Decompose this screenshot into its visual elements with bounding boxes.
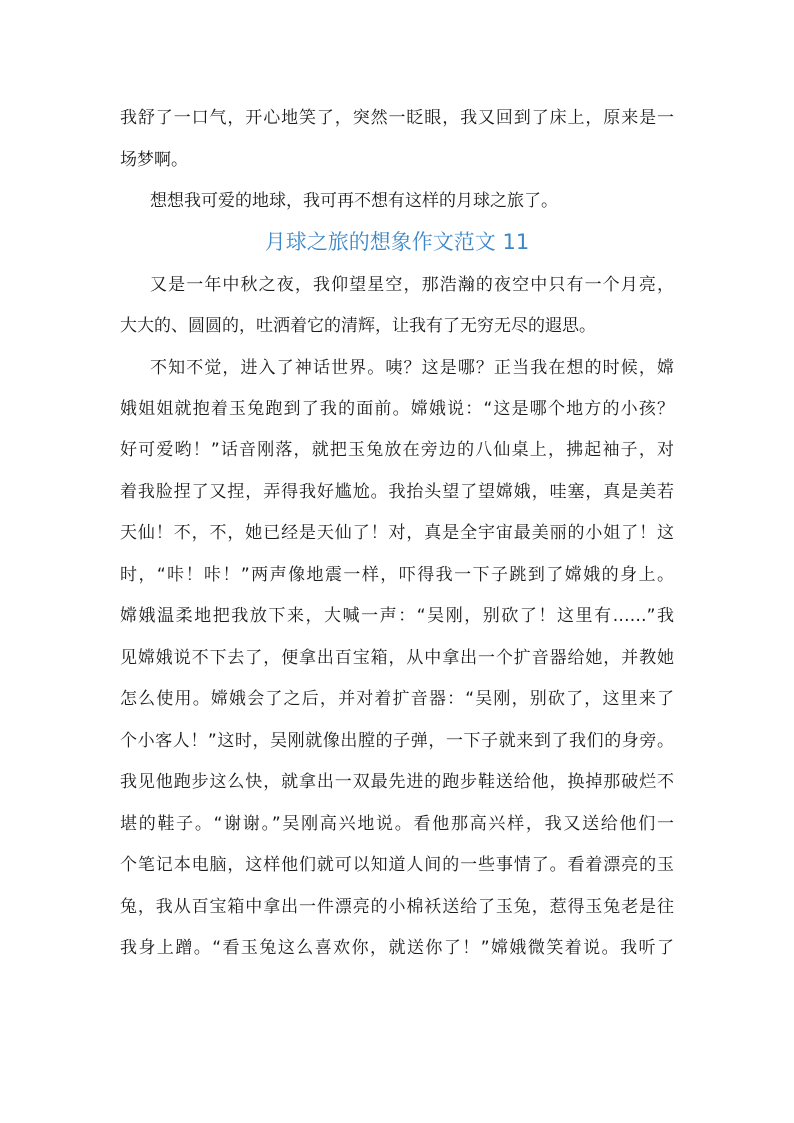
paragraph-line: 我见他跑步这么快，就拿出一双最先进的跑步鞋送给他，换掉那破烂不	[120, 772, 674, 792]
paragraph-line: 大大的、圆圆的，吐洒着它的清辉，让我有了无穷无尽的遐思。	[120, 316, 596, 336]
paragraph-line: 场梦啊。	[120, 150, 188, 170]
paragraph-line: 着我脸捏了又捏，弄得我好尴尬。我抬头望了望嫦娥，哇塞，真是美若	[120, 482, 674, 502]
section-heading: 月球之旅的想象作文范文 11	[264, 230, 530, 254]
paragraph-line: 娥姐姐就抱着玉兔跑到了我的面前。嫦娥说：“这是哪个地方的小孩？	[120, 399, 674, 419]
paragraph-line: 好可爱哟！”话音刚落，就把玉兔放在旁边的八仙桌上，拂起袖子，对	[120, 440, 674, 460]
paragraph-line: 不知不觉，进入了神话世界。咦？这是哪？正当我在想的时候，嫦	[150, 358, 674, 378]
paragraph-line: 想想我可爱的地球，我可再不想有这样的月球之旅了。	[150, 191, 558, 211]
paragraph-line: 天仙！不，不，她已经是天仙了！对，真是全宇宙最美丽的小姐了！这	[120, 523, 674, 543]
paragraph-line: 个小客人！”这时，吴刚就像出膛的子弹，一下子就来到了我们的身旁。	[120, 731, 674, 751]
paragraph-line: 怎么使用。嫦娥会了之后，并对着扩音器：“吴刚，别砍了，这里来了	[120, 689, 674, 709]
paragraph-line: 嫦娥温柔地把我放下来，大喊一声：“吴刚，别砍了！这里有……”我	[120, 606, 674, 626]
paragraph-line: 堪的鞋子。“谢谢。”吴刚高兴地说。看他那高兴样，我又送给他们一	[120, 814, 674, 834]
paragraph-line: 时，“咔！咔！”两声像地震一样，吓得我一下子跳到了嫦娥的身上。	[120, 565, 674, 585]
paragraph-line: 见嫦娥说不下去了，便拿出百宝箱，从中拿出一个扩音器给她，并教她	[120, 648, 674, 668]
paragraph-line: 又是一年中秋之夜，我仰望星空，那浩瀚的夜空中只有一个月亮，	[150, 275, 674, 295]
paragraph-line: 兔，我从百宝箱中拿出一件漂亮的小棉袄送给了玉兔，惹得玉兔老是往	[120, 897, 674, 917]
paragraph-line: 个笔记本电脑，这样他们就可以知道人间的一些事情了。看着漂亮的玉	[120, 855, 674, 875]
paragraph-line: 我舒了一口气，开心地笑了，突然一眨眼，我又回到了床上，原来是一	[120, 108, 674, 128]
paragraph-line: 我身上蹭。“看玉兔这么喜欢你，就送你了！”嫦娥微笑着说。我听了	[120, 938, 674, 958]
